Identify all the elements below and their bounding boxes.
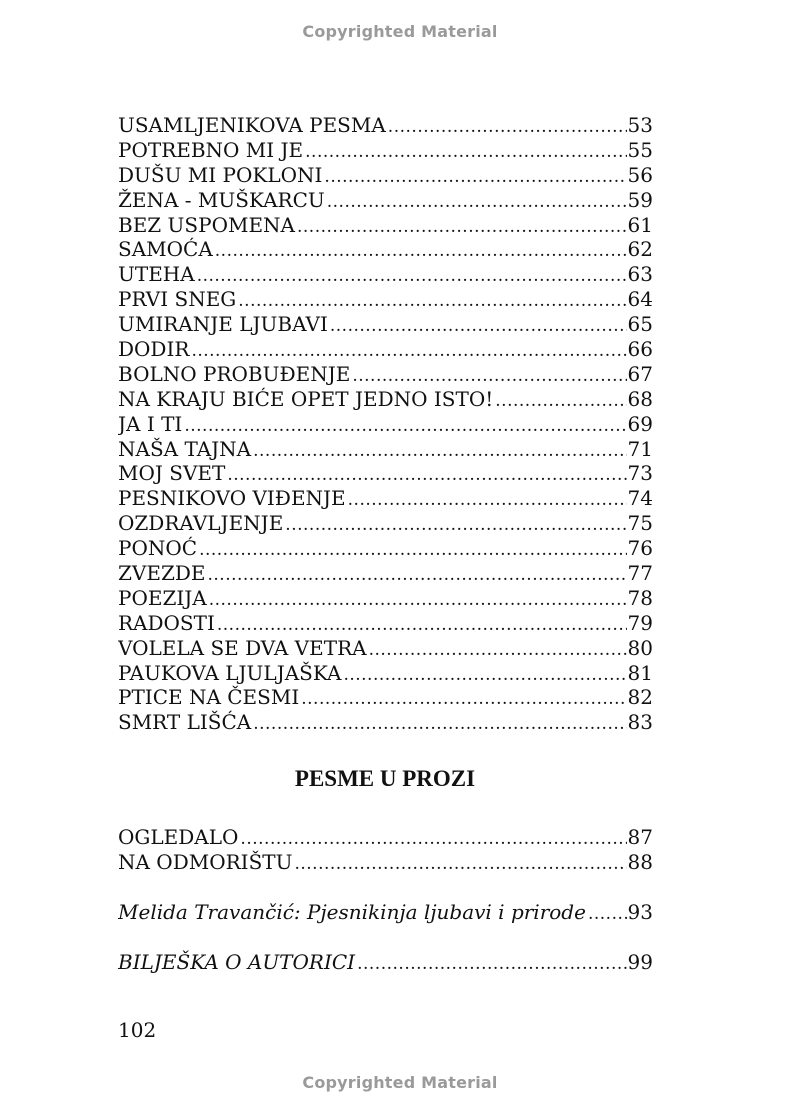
toc-entry xyxy=(118,437,653,462)
toc-entry xyxy=(118,262,653,287)
dot-leader xyxy=(191,339,626,362)
toc-entry-title: PTICE NA ČESMI xyxy=(118,685,300,710)
toc-entry-title: DUŠU MI POKLONI xyxy=(118,162,323,187)
toc-entry-title: NAŠA TAJNA xyxy=(118,436,252,461)
dot-leader xyxy=(197,264,627,287)
toc-entry-page: 76 xyxy=(627,536,653,561)
dot-leader xyxy=(388,115,627,138)
dot-leader xyxy=(294,852,626,875)
toc-entry-title: OGLEDALO xyxy=(118,825,239,849)
toc-entry-title: RADOSTI xyxy=(118,610,215,635)
toc-entry-page: 83 xyxy=(627,710,653,735)
toc-entry-title: NA ODMORIŠTU xyxy=(118,849,293,874)
toc-entry-title: PONOĆ xyxy=(118,536,198,561)
prose-table-of-contents xyxy=(118,825,653,875)
dot-leader xyxy=(357,952,626,975)
toc-entry-page: 74 xyxy=(627,486,653,511)
toc-entry-title: ŽENA - MUŠKARCU xyxy=(118,187,325,212)
toc-entry xyxy=(118,461,653,486)
toc-entry xyxy=(118,113,653,138)
toc-entry xyxy=(118,237,653,262)
toc-entry-title: ZVEZDE xyxy=(118,561,206,586)
dot-leader xyxy=(215,239,627,262)
toc-entry-title: SAMOĆA xyxy=(118,237,213,262)
toc-entry xyxy=(118,636,653,661)
toc-entry-page: 64 xyxy=(627,287,653,312)
toc-entry-page: 99 xyxy=(627,950,653,974)
toc-entry xyxy=(118,337,653,362)
toc-entry xyxy=(118,825,653,850)
dot-leader xyxy=(297,215,627,238)
dot-leader xyxy=(352,364,626,387)
toc-entry-page: 62 xyxy=(627,237,653,262)
toc-entry-title: MOJ SVET xyxy=(118,461,226,486)
toc-entry xyxy=(118,586,653,611)
toc-entry-page: 82 xyxy=(627,685,653,710)
toc-entry-page: 68 xyxy=(627,386,653,411)
toc-entry-page: 65 xyxy=(627,312,653,337)
toc-entry-title: UTEHA xyxy=(118,262,195,287)
toc-entry xyxy=(118,486,653,511)
dot-leader xyxy=(184,414,626,437)
toc-entry-title: PESNIKOVO VIĐENJE xyxy=(118,486,346,511)
toc-entry-page: 81 xyxy=(627,660,653,685)
toc-entry xyxy=(118,511,653,536)
toc-entry xyxy=(118,536,653,561)
toc-entry-page: 75 xyxy=(627,511,653,536)
dot-leader xyxy=(199,538,626,561)
toc-entry-page: 87 xyxy=(627,825,653,849)
toc-entry-page: 63 xyxy=(627,262,653,287)
toc-entry-title: BEZ USPOMENA xyxy=(118,212,295,237)
dot-leader xyxy=(253,439,626,462)
dot-leader xyxy=(495,389,626,412)
toc-entry-page: 53 xyxy=(627,113,653,137)
toc-entry-page: 55 xyxy=(627,137,653,162)
toc-entry-title: NA KRAJU BIĆE OPET JEDNO ISTO! xyxy=(118,386,494,411)
toc-entry-title: USAMLJENIKOVA PESMA xyxy=(118,113,386,137)
toc-entry-page: 66 xyxy=(627,337,653,362)
toc-entry-page: 71 xyxy=(627,436,653,461)
section-heading: PESME U PROZI xyxy=(294,766,476,791)
dot-leader xyxy=(227,463,626,486)
author-note-entry-block xyxy=(118,950,653,975)
dot-leader xyxy=(217,613,627,636)
dot-leader xyxy=(301,687,626,710)
toc-entry-title: JA I TI xyxy=(118,411,183,436)
toc-entry-page: 78 xyxy=(627,585,653,610)
toc-entry-title: POTREBNO MI JE xyxy=(118,137,304,162)
dot-leader xyxy=(238,289,626,312)
toc-entry-title: OZDRAVLJENJE xyxy=(118,511,284,536)
toc-entry-page: 79 xyxy=(627,610,653,635)
toc-entry-page: 93 xyxy=(627,900,653,924)
toc-entry-title: BOLNO PROBUĐENJE xyxy=(118,361,351,386)
toc-entry-page: 59 xyxy=(627,187,653,212)
toc-entry xyxy=(118,661,653,686)
toc-entry-title: VOLELA SE DVA VETRA xyxy=(118,635,367,660)
toc-entry xyxy=(118,387,653,412)
toc-entry-title: UMIRANJE LJUBAVI xyxy=(118,312,328,337)
toc-entry-title: POEZIJA xyxy=(118,585,207,610)
toc-entry-title: BILJEŠKA O AUTORICI xyxy=(118,950,356,974)
dot-leader xyxy=(327,190,627,213)
toc-entry xyxy=(118,163,653,188)
toc-entry xyxy=(118,900,653,925)
toc-entry xyxy=(118,287,653,312)
dot-leader xyxy=(285,513,626,536)
toc-entry xyxy=(118,188,653,213)
dot-leader xyxy=(240,827,626,850)
toc-entry xyxy=(118,412,653,437)
toc-entry xyxy=(118,611,653,636)
dot-leader xyxy=(209,588,627,611)
toc-entry-page: 56 xyxy=(627,162,653,187)
toc-entry-page: 80 xyxy=(627,635,653,660)
dot-leader xyxy=(207,563,626,586)
dot-leader xyxy=(330,314,627,337)
table-of-contents xyxy=(118,113,653,735)
page-number: 102 xyxy=(118,1018,157,1042)
toc-entry xyxy=(118,710,653,735)
dot-leader xyxy=(588,902,627,925)
toc-entry-title: Melida Travančić: Pjesnikinja ljubavi i prirode xyxy=(118,900,586,924)
toc-entry-title: PAUKOVA LJULJAŠKA xyxy=(118,660,342,685)
toc-entry-page: 73 xyxy=(627,461,653,486)
toc-entry-title: SMRT LIŠĆA xyxy=(118,710,252,735)
toc-entry xyxy=(118,850,653,875)
dot-leader xyxy=(348,488,627,511)
dot-leader xyxy=(324,165,626,188)
toc-entry-page: 61 xyxy=(627,212,653,237)
toc-entry xyxy=(118,312,653,337)
copyright-watermark-bottom: Copyrighted Material xyxy=(302,1073,498,1092)
copyright-watermark-top: Copyrighted Material xyxy=(302,22,498,41)
toc-entry xyxy=(118,138,653,163)
dot-leader xyxy=(343,663,626,686)
toc-entry-title: DODIR xyxy=(118,337,190,362)
afterword-entry-block xyxy=(118,900,653,925)
dot-leader xyxy=(305,140,626,163)
toc-entry-title: PRVI SNEG xyxy=(118,287,237,312)
toc-entry-page: 88 xyxy=(627,849,653,874)
toc-entry xyxy=(118,362,653,387)
toc-entry-page: 69 xyxy=(627,411,653,436)
toc-entry-page: 77 xyxy=(627,561,653,586)
toc-entry xyxy=(118,950,653,975)
toc-entry-page: 67 xyxy=(627,361,653,386)
dot-leader xyxy=(253,712,626,735)
dot-leader xyxy=(369,638,627,661)
toc-entry xyxy=(118,561,653,586)
toc-entry xyxy=(118,213,653,238)
toc-entry xyxy=(118,685,653,710)
